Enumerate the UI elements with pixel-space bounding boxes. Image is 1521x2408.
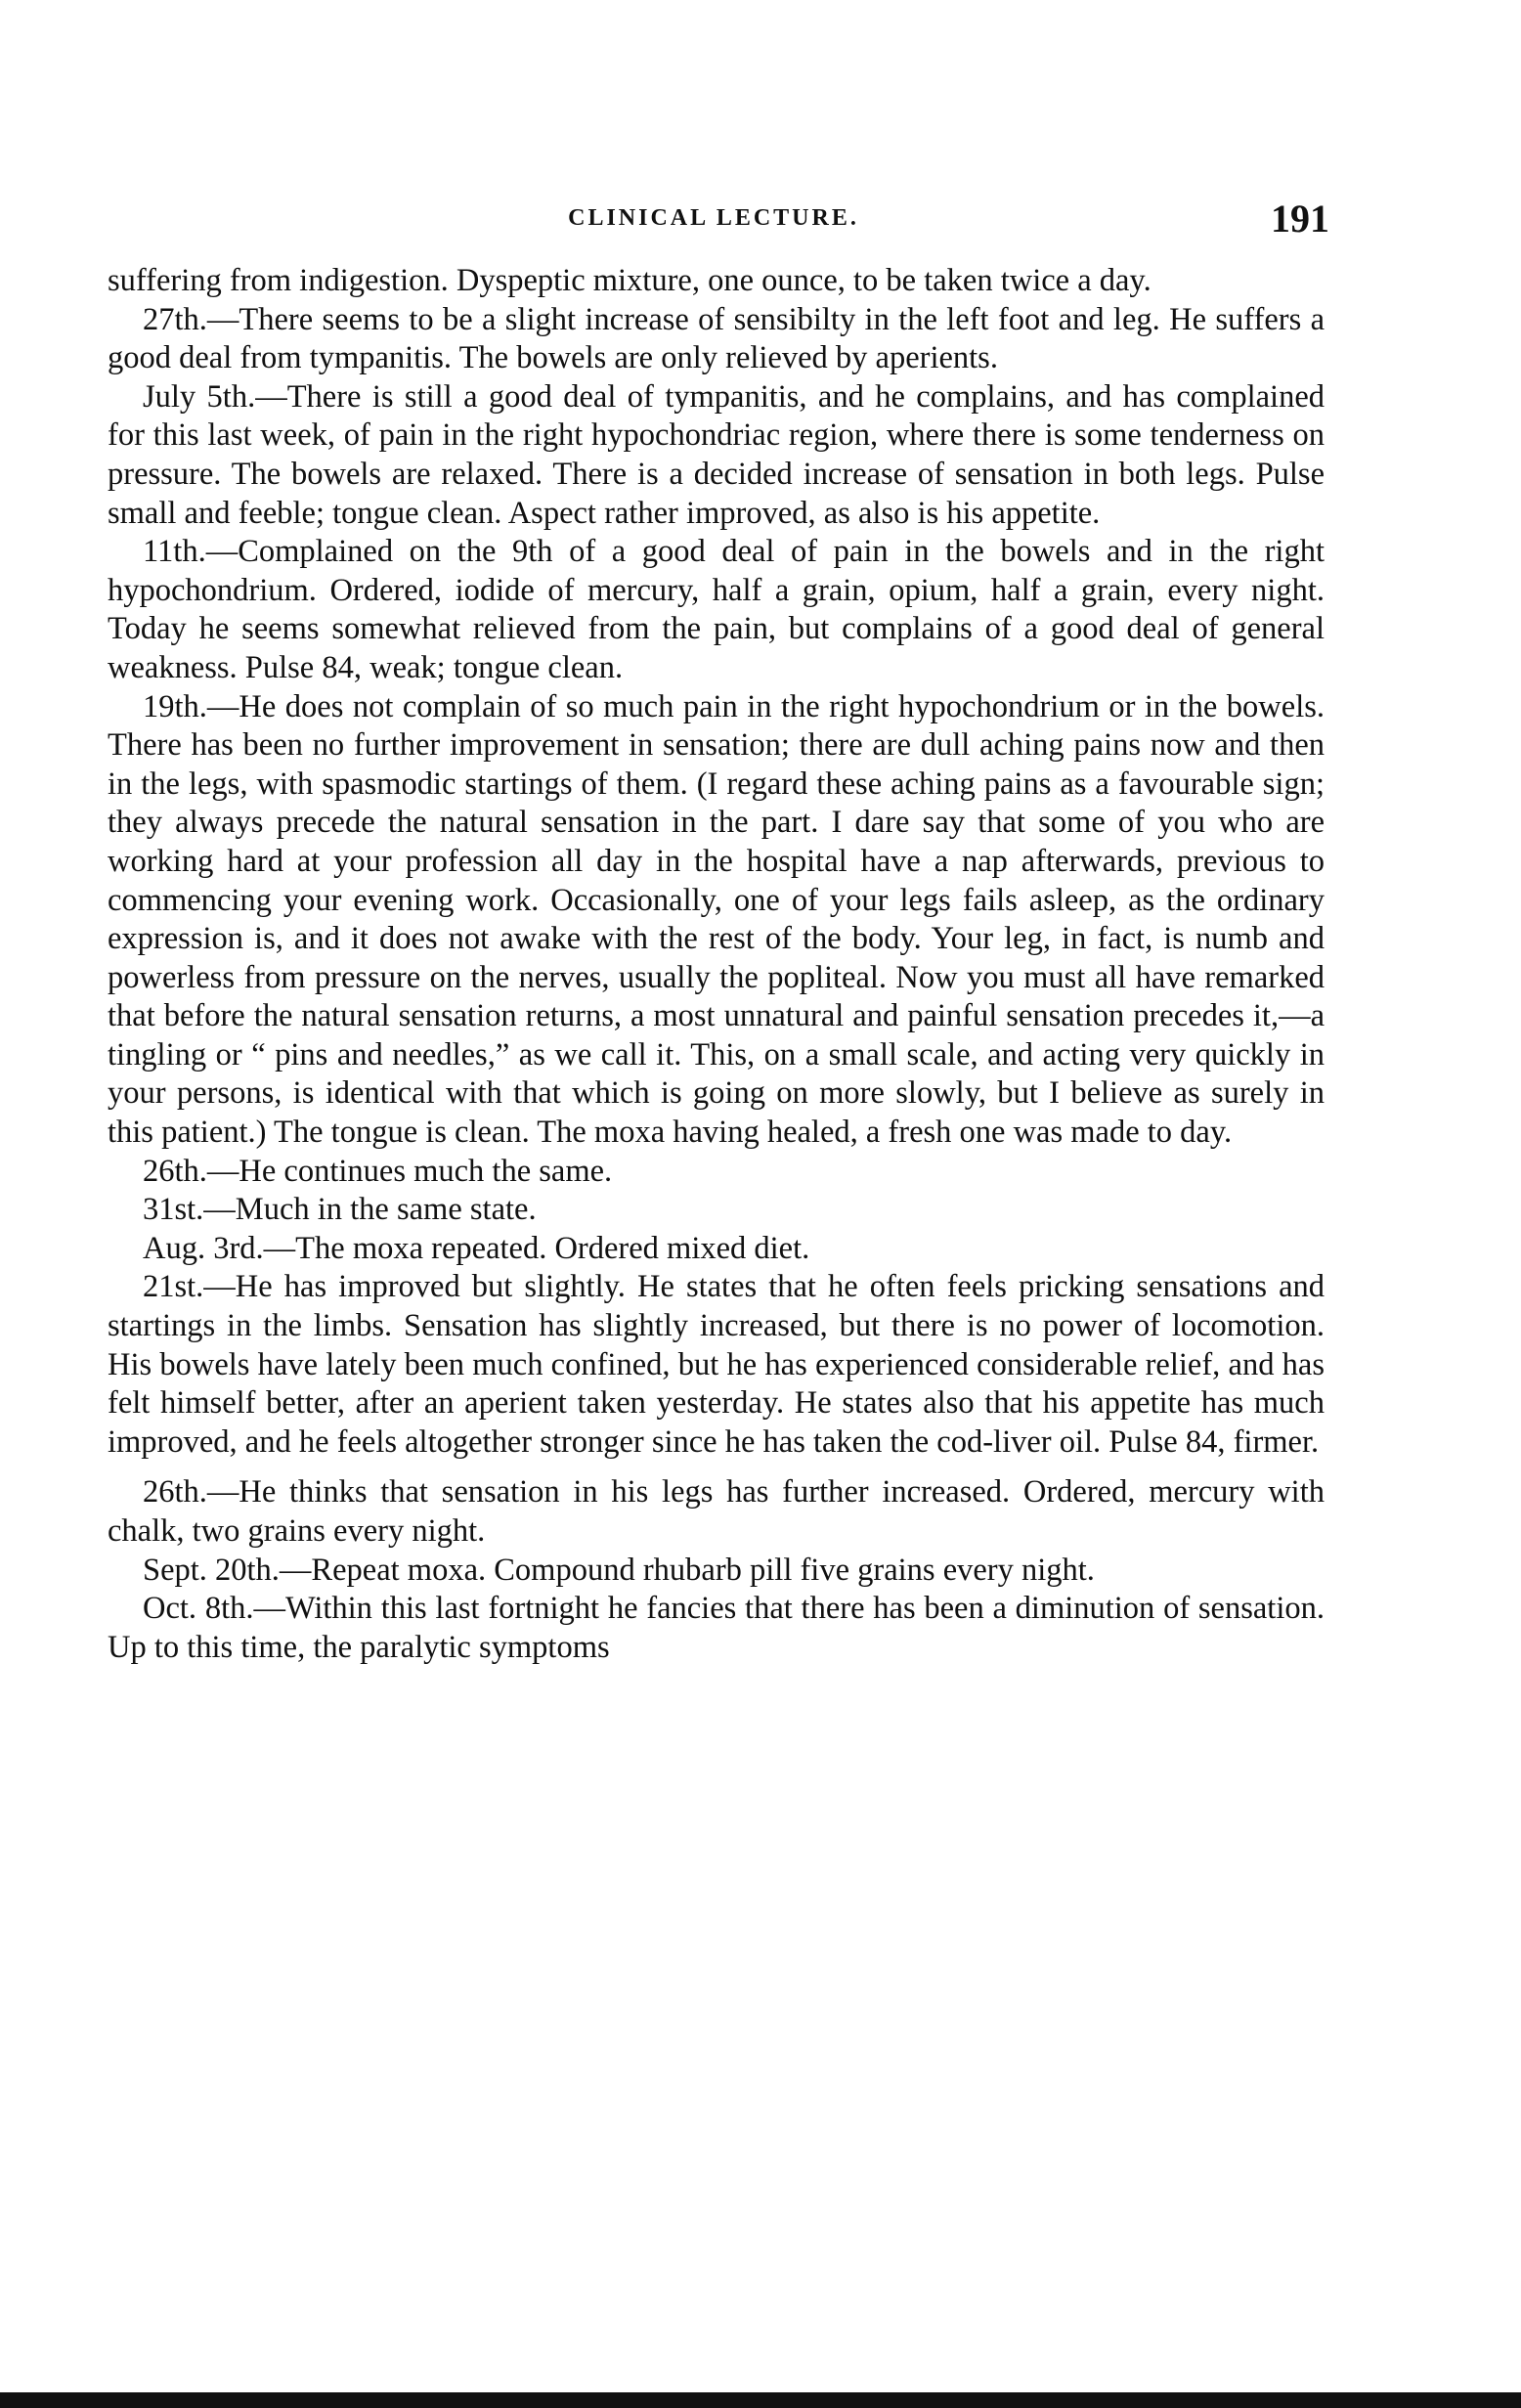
body-text bbox=[108, 262, 1325, 1667]
paragraph-11: Sept. 20th.—Repeat moxa. Compound rhubarb pill five grains every night. bbox=[143, 1552, 1095, 1588]
paragraph-9: 21st.—He has improved but slightly. He states that he often feels pricking sensations and startings in the limbs. Sensation has slightly increased, but there is no power of locomotion. His bowels have lately been much confined, but he has experienced considerable relief, and has felt himself better, after an aperient taken yesterday. He states also that his appetite has much improved, and he feels altogether stronger since he has taken the cod-liver oil. Pulse 84, firmer. bbox=[108, 1269, 1325, 1460]
paragraph-4: 11th.—Complained on the 9th of a good deal of pain in the bowels and in the right hypochondrium. Ordered, iodide of mercury, half a grain, opium, half a grain, every night. Today he seems somewhat relieved from the pain, but complains of a good deal of general weakness. Pulse 84, weak; tongue clean. bbox=[108, 534, 1325, 685]
paragraph-7: 31st.—Much in the same state. bbox=[143, 1192, 537, 1228]
paragraph-10: 26th.—He thinks that sensation in his legs has further increased. Ordered, mercury with chalk, two grains every night. bbox=[108, 1474, 1325, 1549]
page-number: 191 bbox=[1271, 197, 1329, 241]
paragraph-1: suffering from indigestion. Dyspeptic mixture, one ounce, to be taken twice a day. bbox=[108, 263, 1152, 298]
bottom-edge-rule bbox=[0, 2392, 1521, 2408]
paragraph-12: Oct. 8th.—Within this last fortnight he fancies that there has been a diminution of sensation. Up to this time, the paralytic symptoms bbox=[108, 1591, 1325, 1665]
paragraph-2: 27th.—There seems to be a slight increase of sensibilty in the left foot and leg. He suffers a good deal from tympanitis. The bowels are only relieved by aperients. bbox=[108, 301, 1325, 376]
paragraph-8: Aug. 3rd.—The moxa repeated. Ordered mixed diet. bbox=[143, 1230, 810, 1266]
paragraph-6: 26th.—He continues much the same. bbox=[143, 1153, 613, 1189]
paragraph-5: 19th.—He does not complain of so much pain in the right hypochondrium or in the bowels. There has been no further improvement in sensation; there are dull aching pains now and then in the legs, with spasmodic startings of them. (I regard these aching pains as a favourable sign; they always precede the natural sensation in the part. I dare say that some of you who are working hard at your profession all day in the hospital have a nap afterwards, previous to commencing your evening work. Occasionally, one of your legs fails asleep, as the ordinary expression is, and it does not awake with the rest of the body. Your leg, in fact, is numb and powerless from pressure on the nerves, usually the popliteal. Now you must all have remarked that before the natural sensation returns, a most unnatural and painful sensation precedes it,—a tingling or “ pins and needles,” as we call it. This, on a small scale, and acting very quickly in your persons, is identical with that which is going on more slowly, but I believe as surely in this patient.) The tongue is clean. The moxa having healed, a fresh one was made to day. bbox=[108, 688, 1325, 1151]
running-head: CLINICAL LECTURE. bbox=[568, 205, 859, 231]
paragraph-3: July 5th.—There is still a good deal of tympanitis, and he complains, and has complained for this last week, of pain in the right hypochondriac region, where there is some tenderness on pressure. The bowels are relaxed. There is a decided increase of sensation in both legs. Pulse small and feeble; tongue clean. Aspect rather improved, as also is his appetite. bbox=[108, 378, 1325, 531]
page-header bbox=[98, 196, 1329, 254]
